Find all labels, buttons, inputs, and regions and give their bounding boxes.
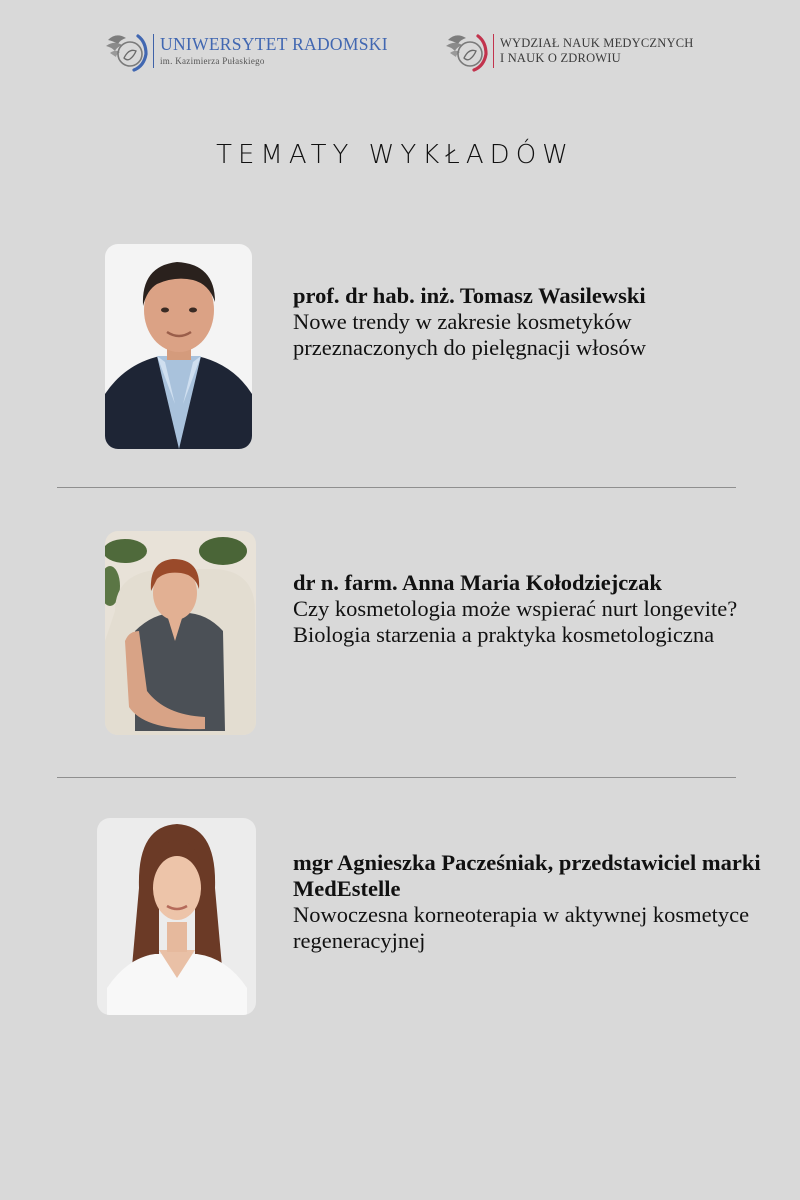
woman-portrait-image [97, 818, 256, 1015]
faculty-name-line2: I NAUK O ZDROWIU [500, 51, 621, 65]
university-name: UNIWERSYTET RADOMSKI [160, 33, 388, 54]
speaker-photo [105, 244, 252, 449]
university-subtitle: im. Kazimierza Pułaskiego [160, 56, 265, 67]
eagle-emblem-icon [444, 30, 490, 72]
speaker-name: mgr Agnieszka Pacześniak, przedstawiciel marki MedEstelle [293, 850, 761, 901]
speaker-photo [97, 818, 256, 1015]
speaker-info [293, 570, 770, 648]
faculty-text [500, 36, 693, 66]
university-logo [104, 30, 388, 72]
speaker-info [293, 283, 770, 361]
faculty-logo [444, 30, 693, 72]
lecture-topic: Nowoczesna korneoterapia w aktywnej kosmetyce regeneracyjnej [293, 902, 750, 953]
logo-divider [493, 34, 494, 68]
woman-portrait-image [105, 531, 256, 735]
lecture-topic: Nowe trendy w zakresie kosmetyków przeznaczonych do pielęgnacji włosów [293, 309, 646, 360]
lecture-topic: Czy kosmetologia może wspierać nurt longevite? Biologia starzenia a praktyka kosmetologiczna [293, 596, 738, 647]
speaker-info [293, 850, 770, 954]
speaker-photo [105, 531, 256, 735]
logo-divider [153, 34, 154, 68]
section-divider [57, 777, 736, 778]
faculty-name-line1: WYDZIAŁ NAUK MEDYCZNYCH [500, 36, 694, 50]
man-portrait-image [105, 244, 252, 449]
eagle-emblem-icon [104, 30, 150, 72]
page-title: TEMATY WYKŁADÓW [216, 140, 574, 170]
university-text [160, 33, 388, 67]
speaker-name: prof. dr hab. inż. Tomasz Wasilewski [293, 283, 646, 308]
section-divider [57, 487, 736, 488]
speaker-name: dr n. farm. Anna Maria Kołodziejczak [293, 570, 662, 595]
